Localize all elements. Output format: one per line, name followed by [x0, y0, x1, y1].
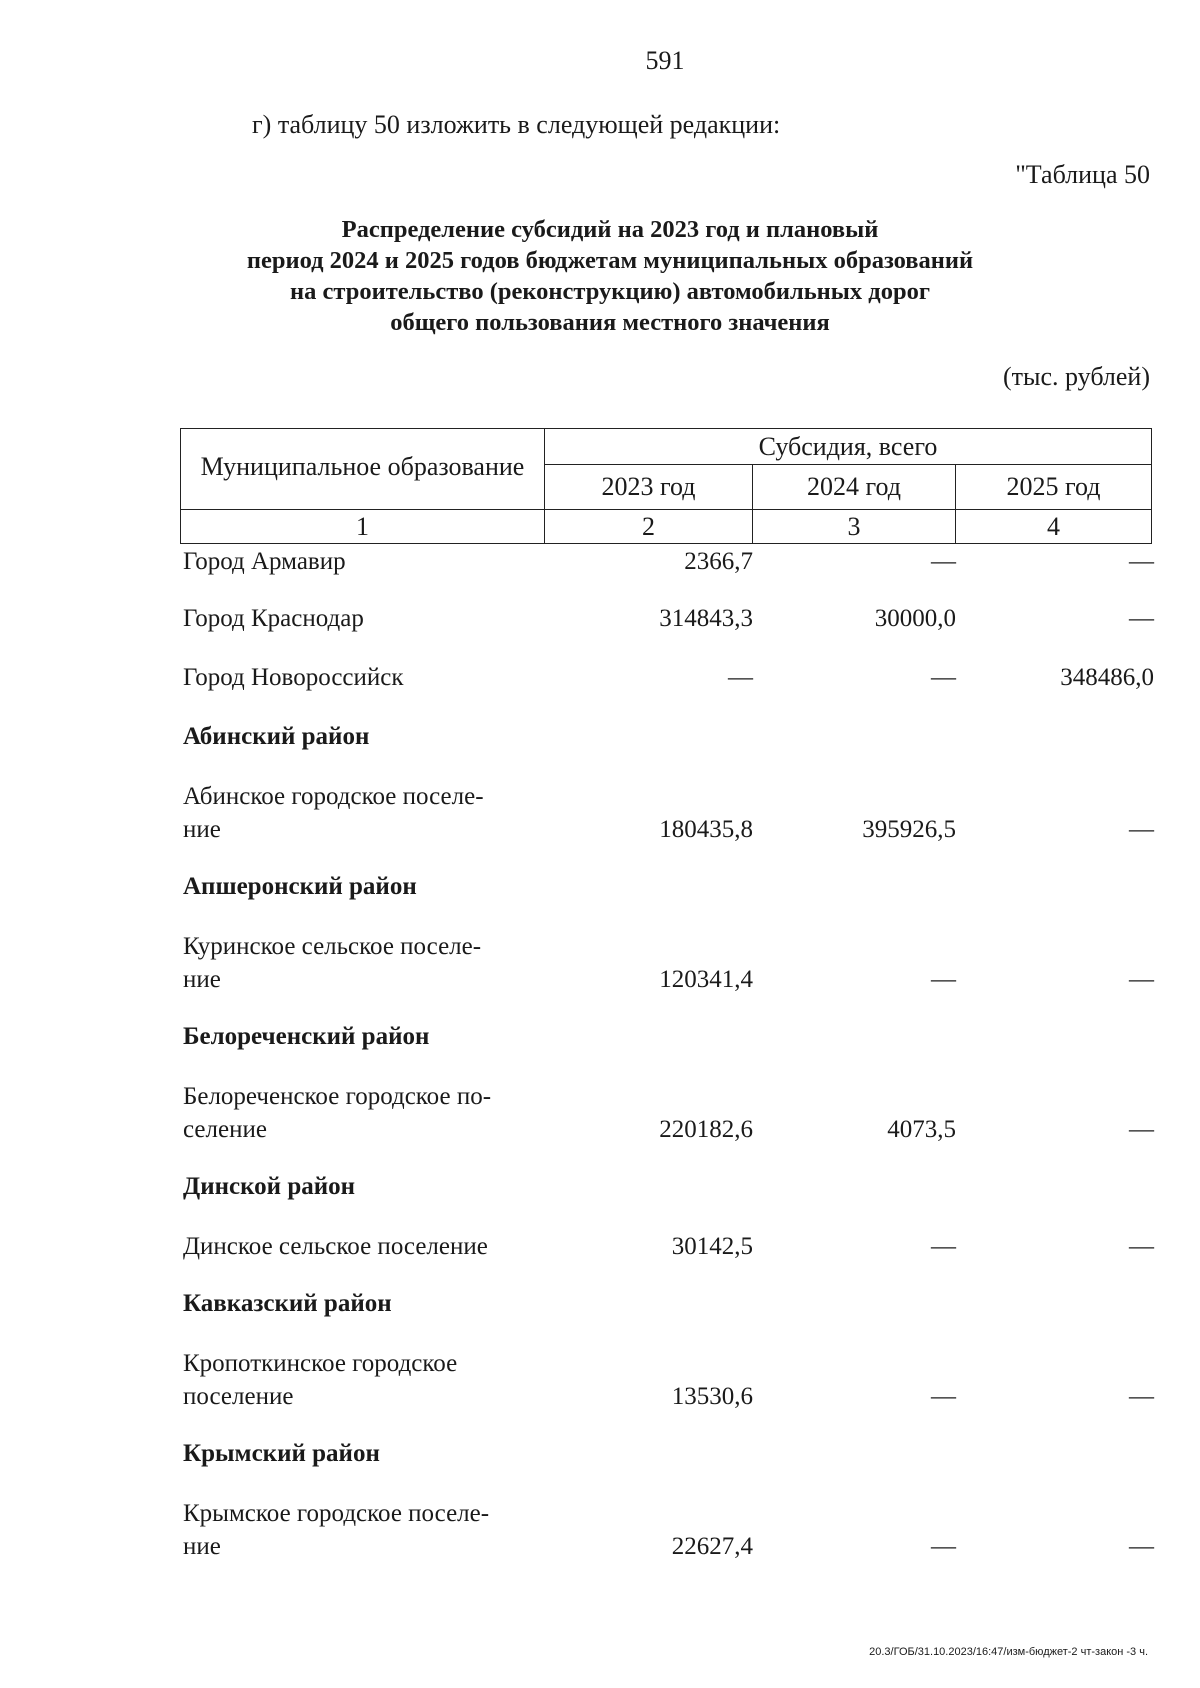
column-number: 1: [356, 512, 369, 541]
title-line: Распределение субсидий на 2023 год и плановый: [341, 216, 879, 243]
district-heading: Абинский район: [183, 723, 370, 750]
row-name: [183, 1347, 553, 1413]
row-value-2025: 348486,0: [1060, 664, 1154, 691]
row-name: Город Новороссийск: [183, 664, 404, 691]
row-value-2025: —: [1129, 966, 1154, 993]
row-name-line: Белореченское городское по-: [183, 1083, 492, 1110]
row-value-2024: —: [931, 548, 956, 575]
row-value-2025: —: [1129, 548, 1154, 575]
row-value-2023: 22627,4: [671, 1533, 753, 1560]
table-label: "Таблица 50: [1015, 160, 1150, 189]
row-value-2024: 30000,0: [874, 605, 956, 632]
header-municipality: Муниципальное образование: [200, 452, 525, 481]
header-year-2024: 2024 год: [807, 472, 901, 501]
units-label: (тыс. рублей): [1002, 362, 1150, 391]
row-value-2024: —: [931, 1233, 956, 1260]
title-line: на строительство (реконструкцию) автомобильных дорог: [290, 278, 930, 305]
row-value-2023: 220182,6: [659, 1116, 753, 1143]
row-name: [183, 780, 553, 846]
row-name-line: ние: [183, 1533, 221, 1560]
header-subsidy-total: Субсидия, всего: [758, 432, 938, 461]
row-value-2023: 120341,4: [659, 966, 753, 993]
row-value-2024: —: [931, 1383, 956, 1410]
row-value-2025: —: [1129, 605, 1154, 632]
row-value-2025: —: [1129, 1533, 1154, 1560]
row-value-2024: —: [931, 966, 956, 993]
row-value-2023: 13530,6: [671, 1383, 753, 1410]
title-line: общего пользования местного значения: [390, 309, 830, 336]
district-heading: Динской район: [183, 1173, 356, 1200]
row-name: [183, 1080, 553, 1146]
row-name-line: ние: [183, 816, 221, 843]
row-name-line: поселение: [183, 1383, 294, 1410]
header-year-2023: 2023 год: [601, 472, 696, 501]
row-value-2023: 180435,8: [659, 816, 753, 843]
row-value-2023: 314843,3: [659, 605, 753, 632]
header-year-2025: 2025 год: [1006, 472, 1101, 501]
row-name-line: ние: [183, 966, 221, 993]
column-number: 3: [847, 512, 861, 541]
row-name-line: Абинское городское поселе-: [183, 783, 484, 810]
column-number: 2: [642, 512, 655, 541]
district-heading: Апшеронский район: [183, 873, 417, 900]
row-value-2023: 30142,5: [671, 1233, 753, 1260]
column-number: 4: [1047, 512, 1060, 541]
intro-text: г) таблицу 50 изложить в следующей редакции:: [252, 110, 781, 139]
row-name-line: Кропоткинское городское: [183, 1350, 458, 1377]
row-value-2024: —: [931, 664, 956, 691]
table-title: [165, 214, 1055, 338]
district-heading: Крымский район: [183, 1440, 380, 1467]
row-name-line: селение: [183, 1116, 267, 1143]
row-name: Город Армавир: [183, 548, 346, 575]
district-heading: Белореченский район: [183, 1023, 430, 1050]
row-name: Динское сельское поселение: [183, 1233, 488, 1260]
footer-stamp: 20.3/ГОБ/31.10.2023/16:47/изм-бюджет-2 чт-закон -3 ч.: [869, 1646, 1148, 1658]
row-value-2024: 395926,5: [862, 816, 956, 843]
row-name-line: Крымское городское поселе-: [183, 1500, 490, 1527]
row-value-2025: —: [1129, 1116, 1154, 1143]
row-value-2023: —: [728, 664, 753, 691]
row-value-2025: —: [1129, 1233, 1154, 1260]
row-value-2024: 4073,5: [887, 1116, 956, 1143]
row-name-line: Куринское сельское поселе-: [183, 933, 482, 960]
row-value-2023: 2366,7: [684, 548, 753, 575]
row-value-2025: —: [1129, 816, 1154, 843]
title-line: период 2024 и 2025 годов бюджетам муниципальных образований: [246, 247, 974, 274]
row-value-2024: —: [931, 1533, 956, 1560]
district-heading: Кавказский район: [183, 1290, 392, 1317]
page-number: 591: [645, 46, 685, 75]
row-name: [183, 1497, 553, 1563]
row-name: Город Краснодар: [183, 605, 364, 632]
row-name: [183, 930, 553, 996]
row-value-2025: —: [1129, 1383, 1154, 1410]
